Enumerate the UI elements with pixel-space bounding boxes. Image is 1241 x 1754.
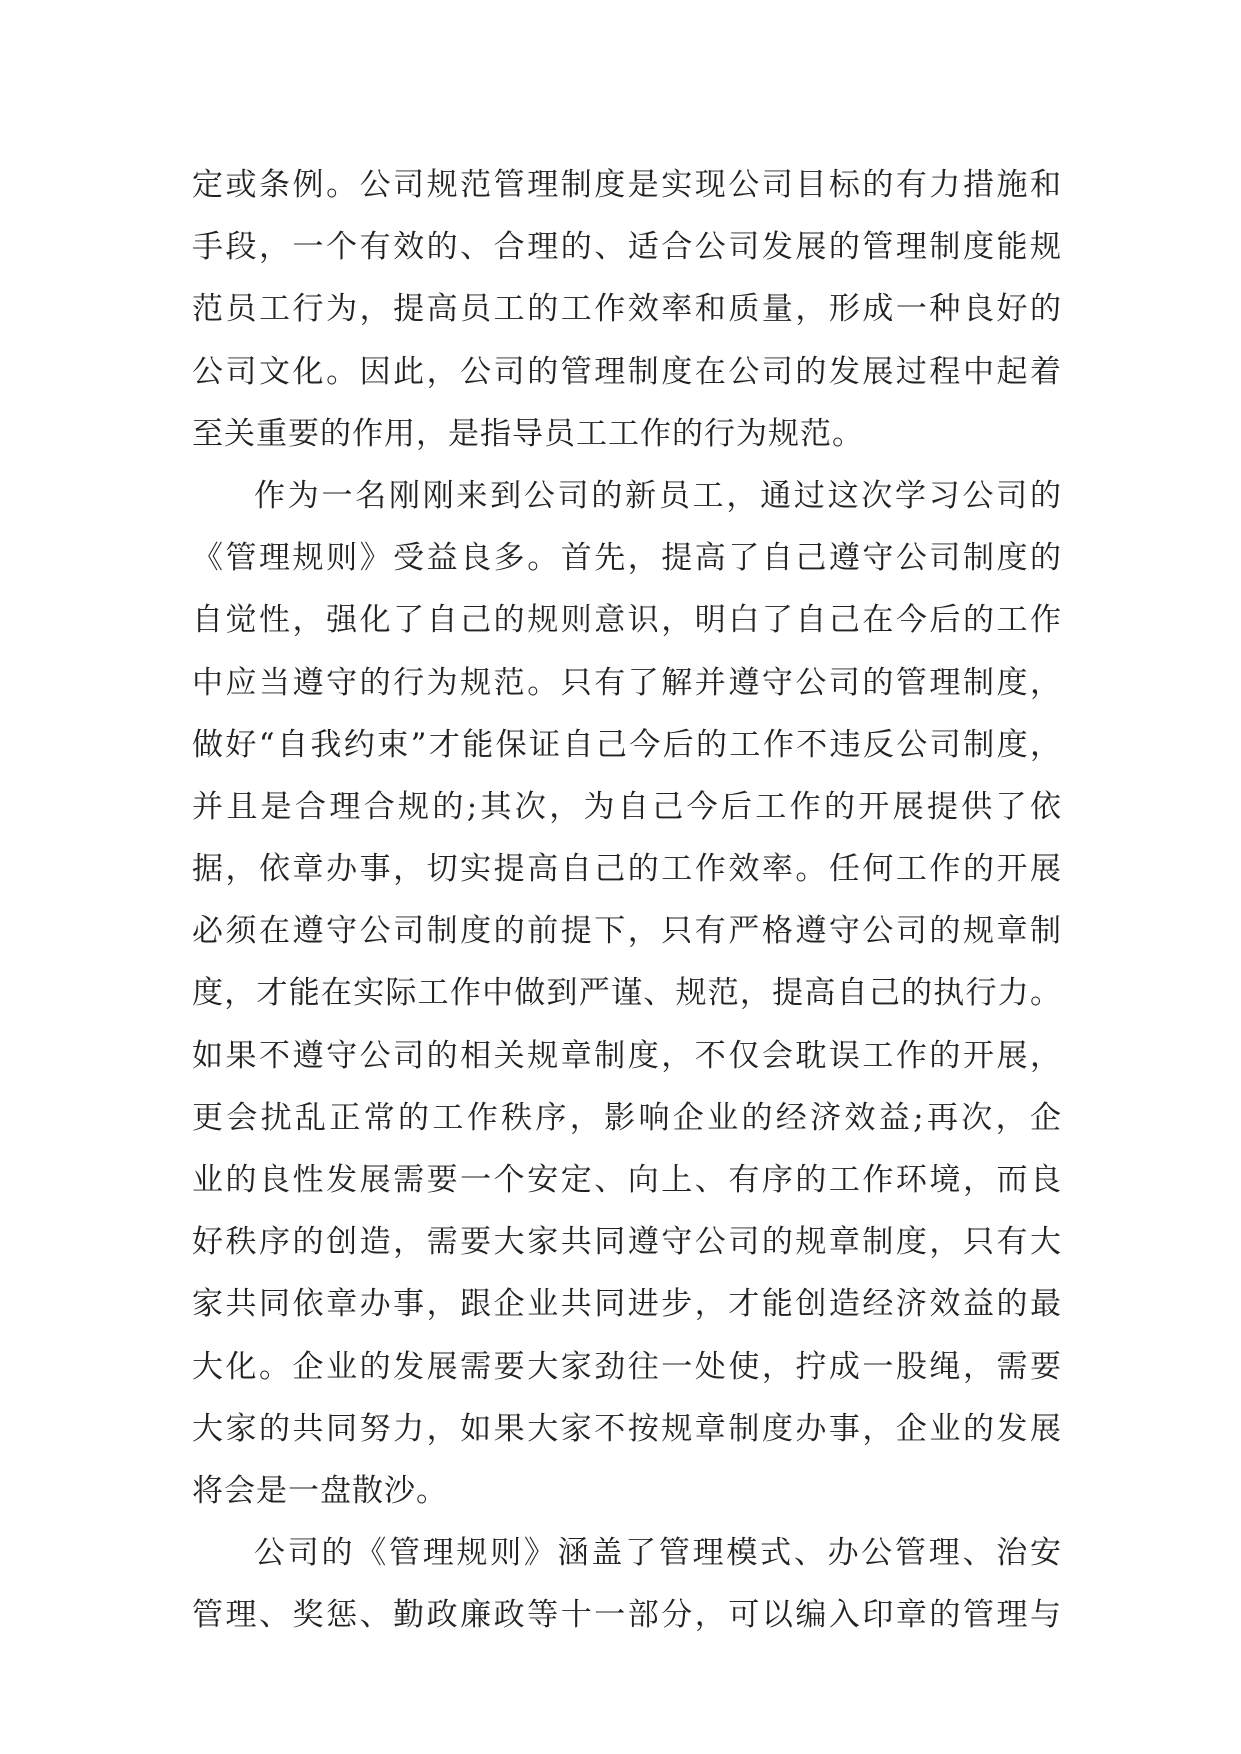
text-line: 中应当遵守的行为规范。只有了解并遵守公司的管理制度， — [192, 664, 1062, 701]
text-line: 管理、奖惩、勤政廉政等十一部分，可以编入印章的管理与 — [192, 1597, 1062, 1634]
paragraph-3 — [192, 1522, 1062, 1646]
text-line: 定或条例。公司规范管理制度是实现公司目标的有力措施和 — [192, 167, 1062, 203]
text-line: 据，依章办事，切实提高自己的工作效率。任何工作的开展 — [192, 851, 1062, 888]
text-line: 业的良性发展需要一个安定、向上、有序的工作环境，而良 — [192, 1162, 1062, 1198]
text-line: 公司文化。因此，公司的管理制度在公司的发展过程中起着 — [192, 353, 1062, 390]
text-line: 自觉性，强化了自己的规则意识，明白了自己在今后的工作 — [192, 602, 1062, 639]
text-line: 更会扰乱正常的工作秩序，影响企业的经济效益;再次，企 — [192, 1099, 1062, 1136]
text-line: 家共同依章办事，跟企业共同进步，才能创造经济效益的最 — [192, 1286, 1062, 1323]
text-line: 手段，一个有效的、合理的、适合公司发展的管理制度能规 — [192, 229, 1062, 266]
document-body — [192, 154, 1062, 1647]
text-line: 大化。企业的发展需要大家劲往一处使，拧成一股绳，需要 — [192, 1348, 1062, 1385]
text-line: 做好“自我约束”才能保证自己今后的工作不违反公司制度， — [192, 726, 1062, 763]
paragraph-1 — [192, 154, 1062, 465]
text-line: 《管理规则》受益良多。首先，提高了自己遵守公司制度的 — [192, 540, 1062, 577]
text-line: 将会是一盘散沙。 — [192, 1472, 448, 1509]
text-line: 作为一名刚刚来到公司的新员工，通过这次学习公司的 — [254, 477, 1062, 514]
text-line: 大家的共同努力，如果大家不按规章制度办事，企业的发展 — [192, 1410, 1062, 1447]
text-line: 必须在遵守公司制度的前提下，只有严格遵守公司的规章制 — [192, 913, 1062, 950]
text-line: 公司的《管理规则》涵盖了管理模式、办公管理、治安 — [254, 1535, 1062, 1572]
paragraph-2 — [192, 465, 1062, 1522]
text-line: 如果不遵守公司的相关规章制度，不仅会耽误工作的开展， — [192, 1037, 1062, 1074]
text-line: 至关重要的作用，是指导员工工作的行为规范。 — [192, 415, 864, 452]
text-line: 范员工行为，提高员工的工作效率和质量，形成一种良好的 — [192, 291, 1062, 328]
text-line: 好秩序的创造，需要大家共同遵守公司的规章制度，只有大 — [192, 1224, 1062, 1261]
text-line: 度，才能在实际工作中做到严谨、规范，提高自己的执行力。 — [192, 975, 1062, 1012]
text-line: 并且是合理合规的;其次，为自己今后工作的开展提供了依 — [192, 788, 1062, 825]
